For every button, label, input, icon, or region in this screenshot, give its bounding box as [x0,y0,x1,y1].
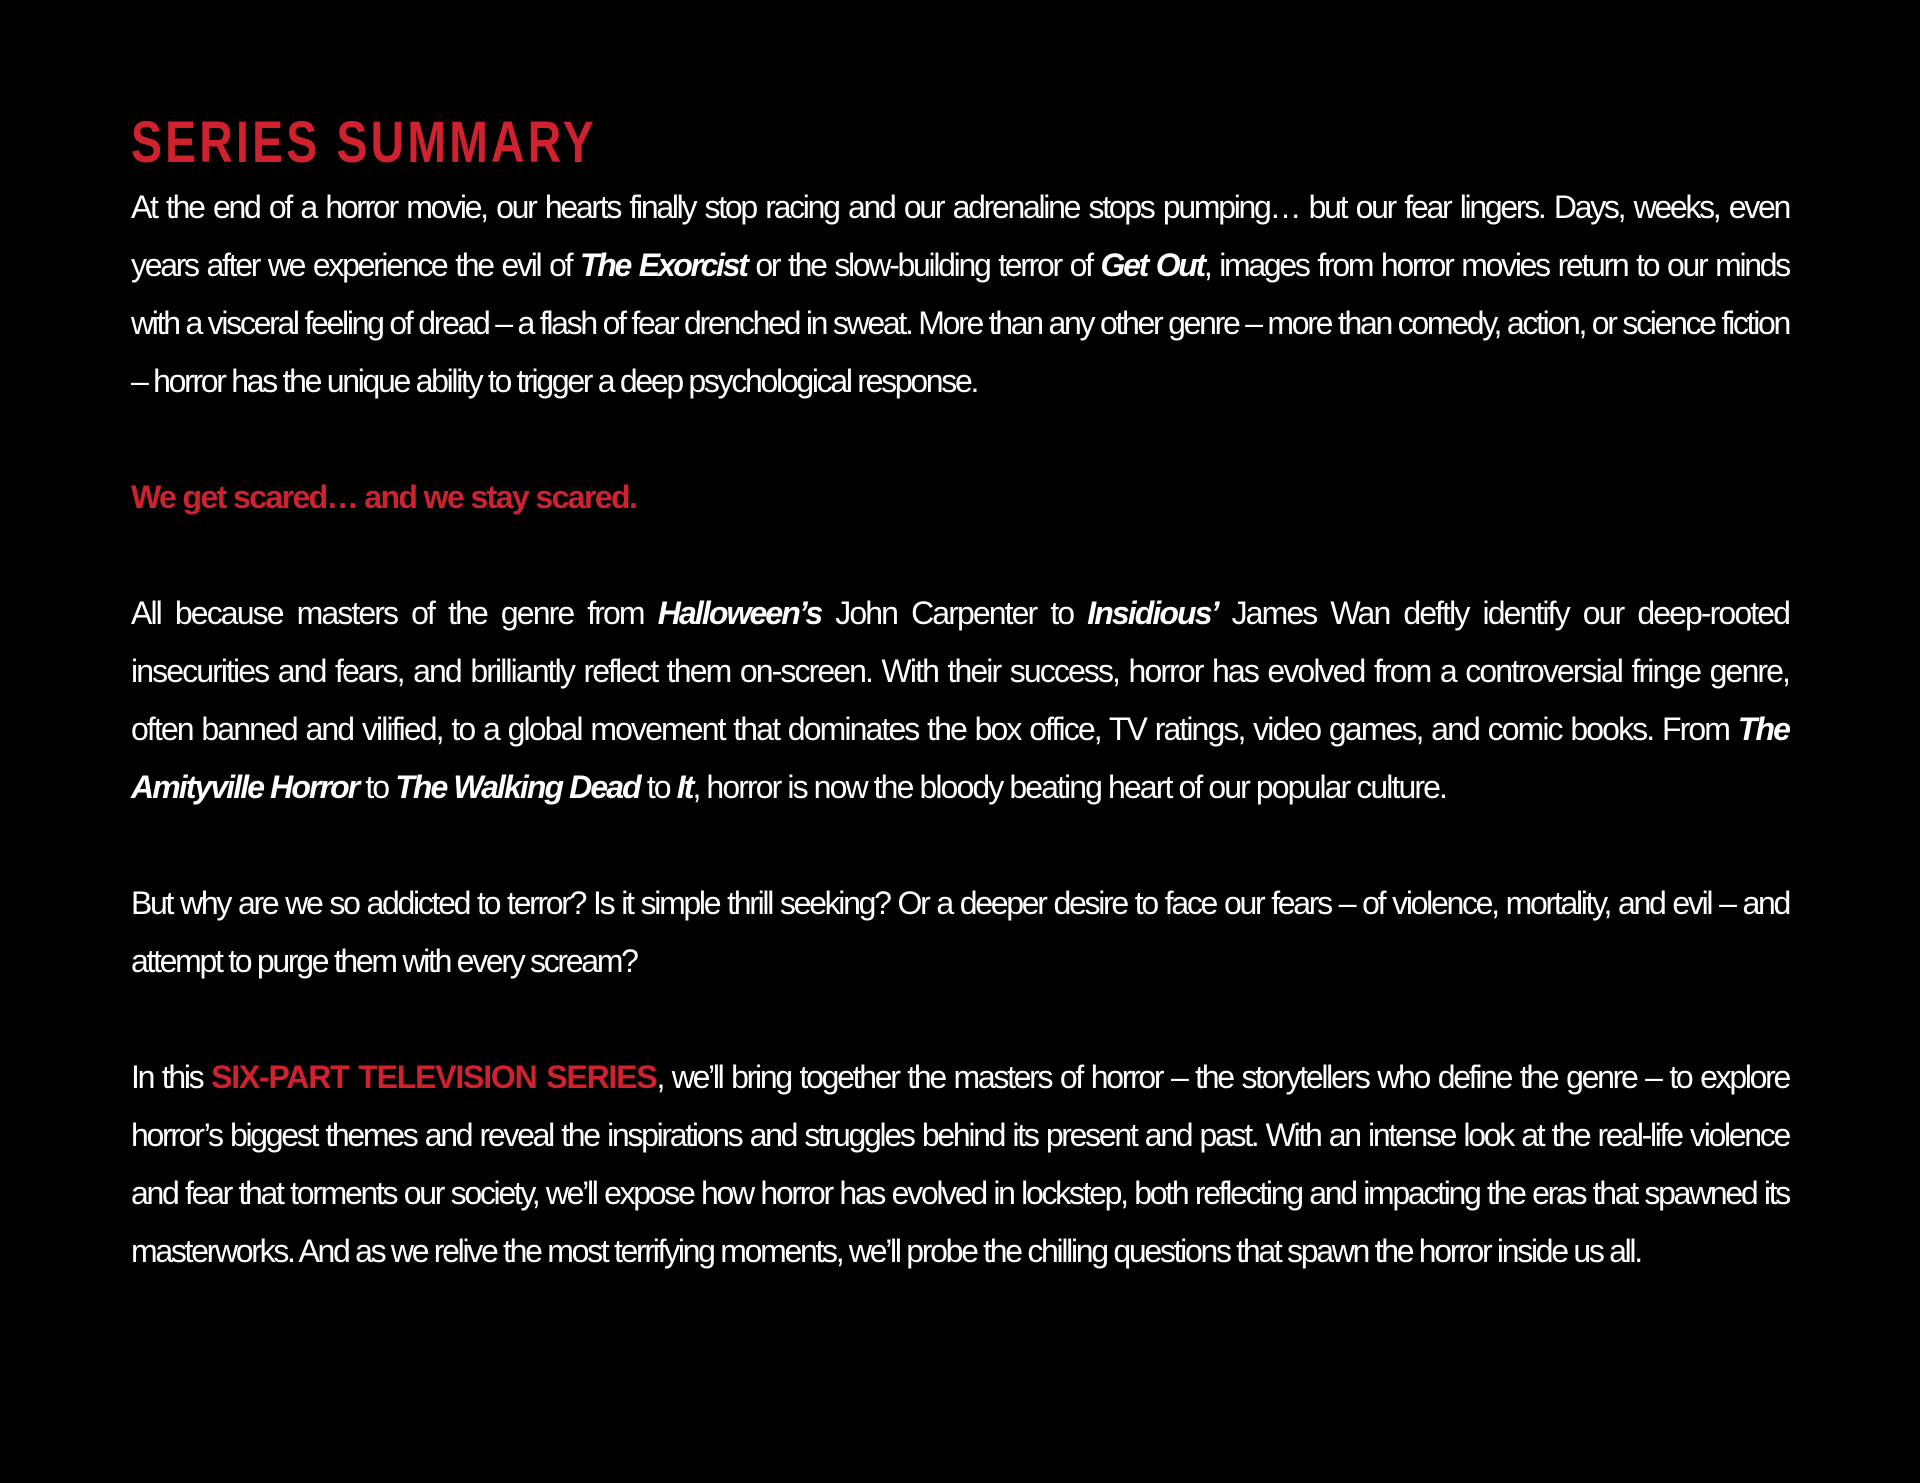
masters-text-2: John Carpenter to [821,595,1088,631]
paragraph-gap [131,990,1789,1048]
masters-text-1: All because masters of the genre from [131,595,658,631]
film-title-halloween: Halloween’s [657,595,822,631]
masters-text-5: to [639,769,677,805]
series-summary-page [131,108,1789,1280]
series-text-2: , we’ll bring together the masters of horror – the storytellers who define the genre – to explore horror’s biggest themes and reveal the inspirations and struggles behind its present and past. With an intense look at the real-life violence and fear that torments our society, we’ll expose how horror has evolved in lockstep, both reflecting and impacting the eras that spawned its masterworks. And as we relive the most terrifying moments, we’ll probe the chilling questions that spawn the horror inside us all. [131,1059,1789,1269]
question-paragraph: But why are we so addicted to terror? Is it simple thrill seeking? Or a deeper desire to face our fears – of violence, mortality, and evil – and attempt to purge them with every scream? [131,885,1789,979]
film-title-exorcist: The Exorcist [579,247,747,283]
paragraph-gap [131,410,1789,468]
masters-text-3: James Wan deftly identify our deep-rooted insecurities and fears, and brilliantly reflect them on-screen. With their success, horror has evolved from a controversial fringe genre, often banned and vilified, to a global movement that dominates the box office, TV ratings, video games, and comic books. From [131,595,1789,747]
masters-paragraph [131,584,1789,816]
intro-text-3: , images from horror movies return to our minds with a visceral feeling of dread – a flash of fear drenched in sweat. More than any other genre – more than comedy, action, or science fiction – horror has the unique ability to trigger a deep psychological response. [131,247,1789,399]
film-title-insidious: Insidious’ [1087,595,1218,631]
page-title: SERIES SUMMARY [131,110,597,175]
masters-text-6: , horror is now the bloody beating heart of our popular culture. [692,769,1447,805]
tagline: We get scared… and we stay scared. [131,479,637,515]
film-title-amityville-horror: The Amityville Horror [131,711,1789,805]
intro-text-1: At the end of a horror movie, our hearts finally stop racing and our adrenaline stops pumping… but our fear lingers. Days, weeks, even years after we experience the evil of [131,189,1789,283]
series-paragraph [131,1048,1789,1280]
film-title-walking-dead: The Walking Dead [395,769,640,805]
intro-text-2: or the slow-building terror of [746,247,1101,283]
series-text-1: In this [131,1059,212,1095]
paragraph-gap [131,526,1789,584]
film-title-get-out: Get Out [1100,247,1204,283]
masters-text-4: to [358,769,396,805]
paragraph-gap [131,816,1789,874]
intro-paragraph [131,178,1789,410]
six-part-series-highlight: SIX-PART TELEVISION SERIES [211,1059,657,1095]
film-title-it: It [676,769,693,805]
